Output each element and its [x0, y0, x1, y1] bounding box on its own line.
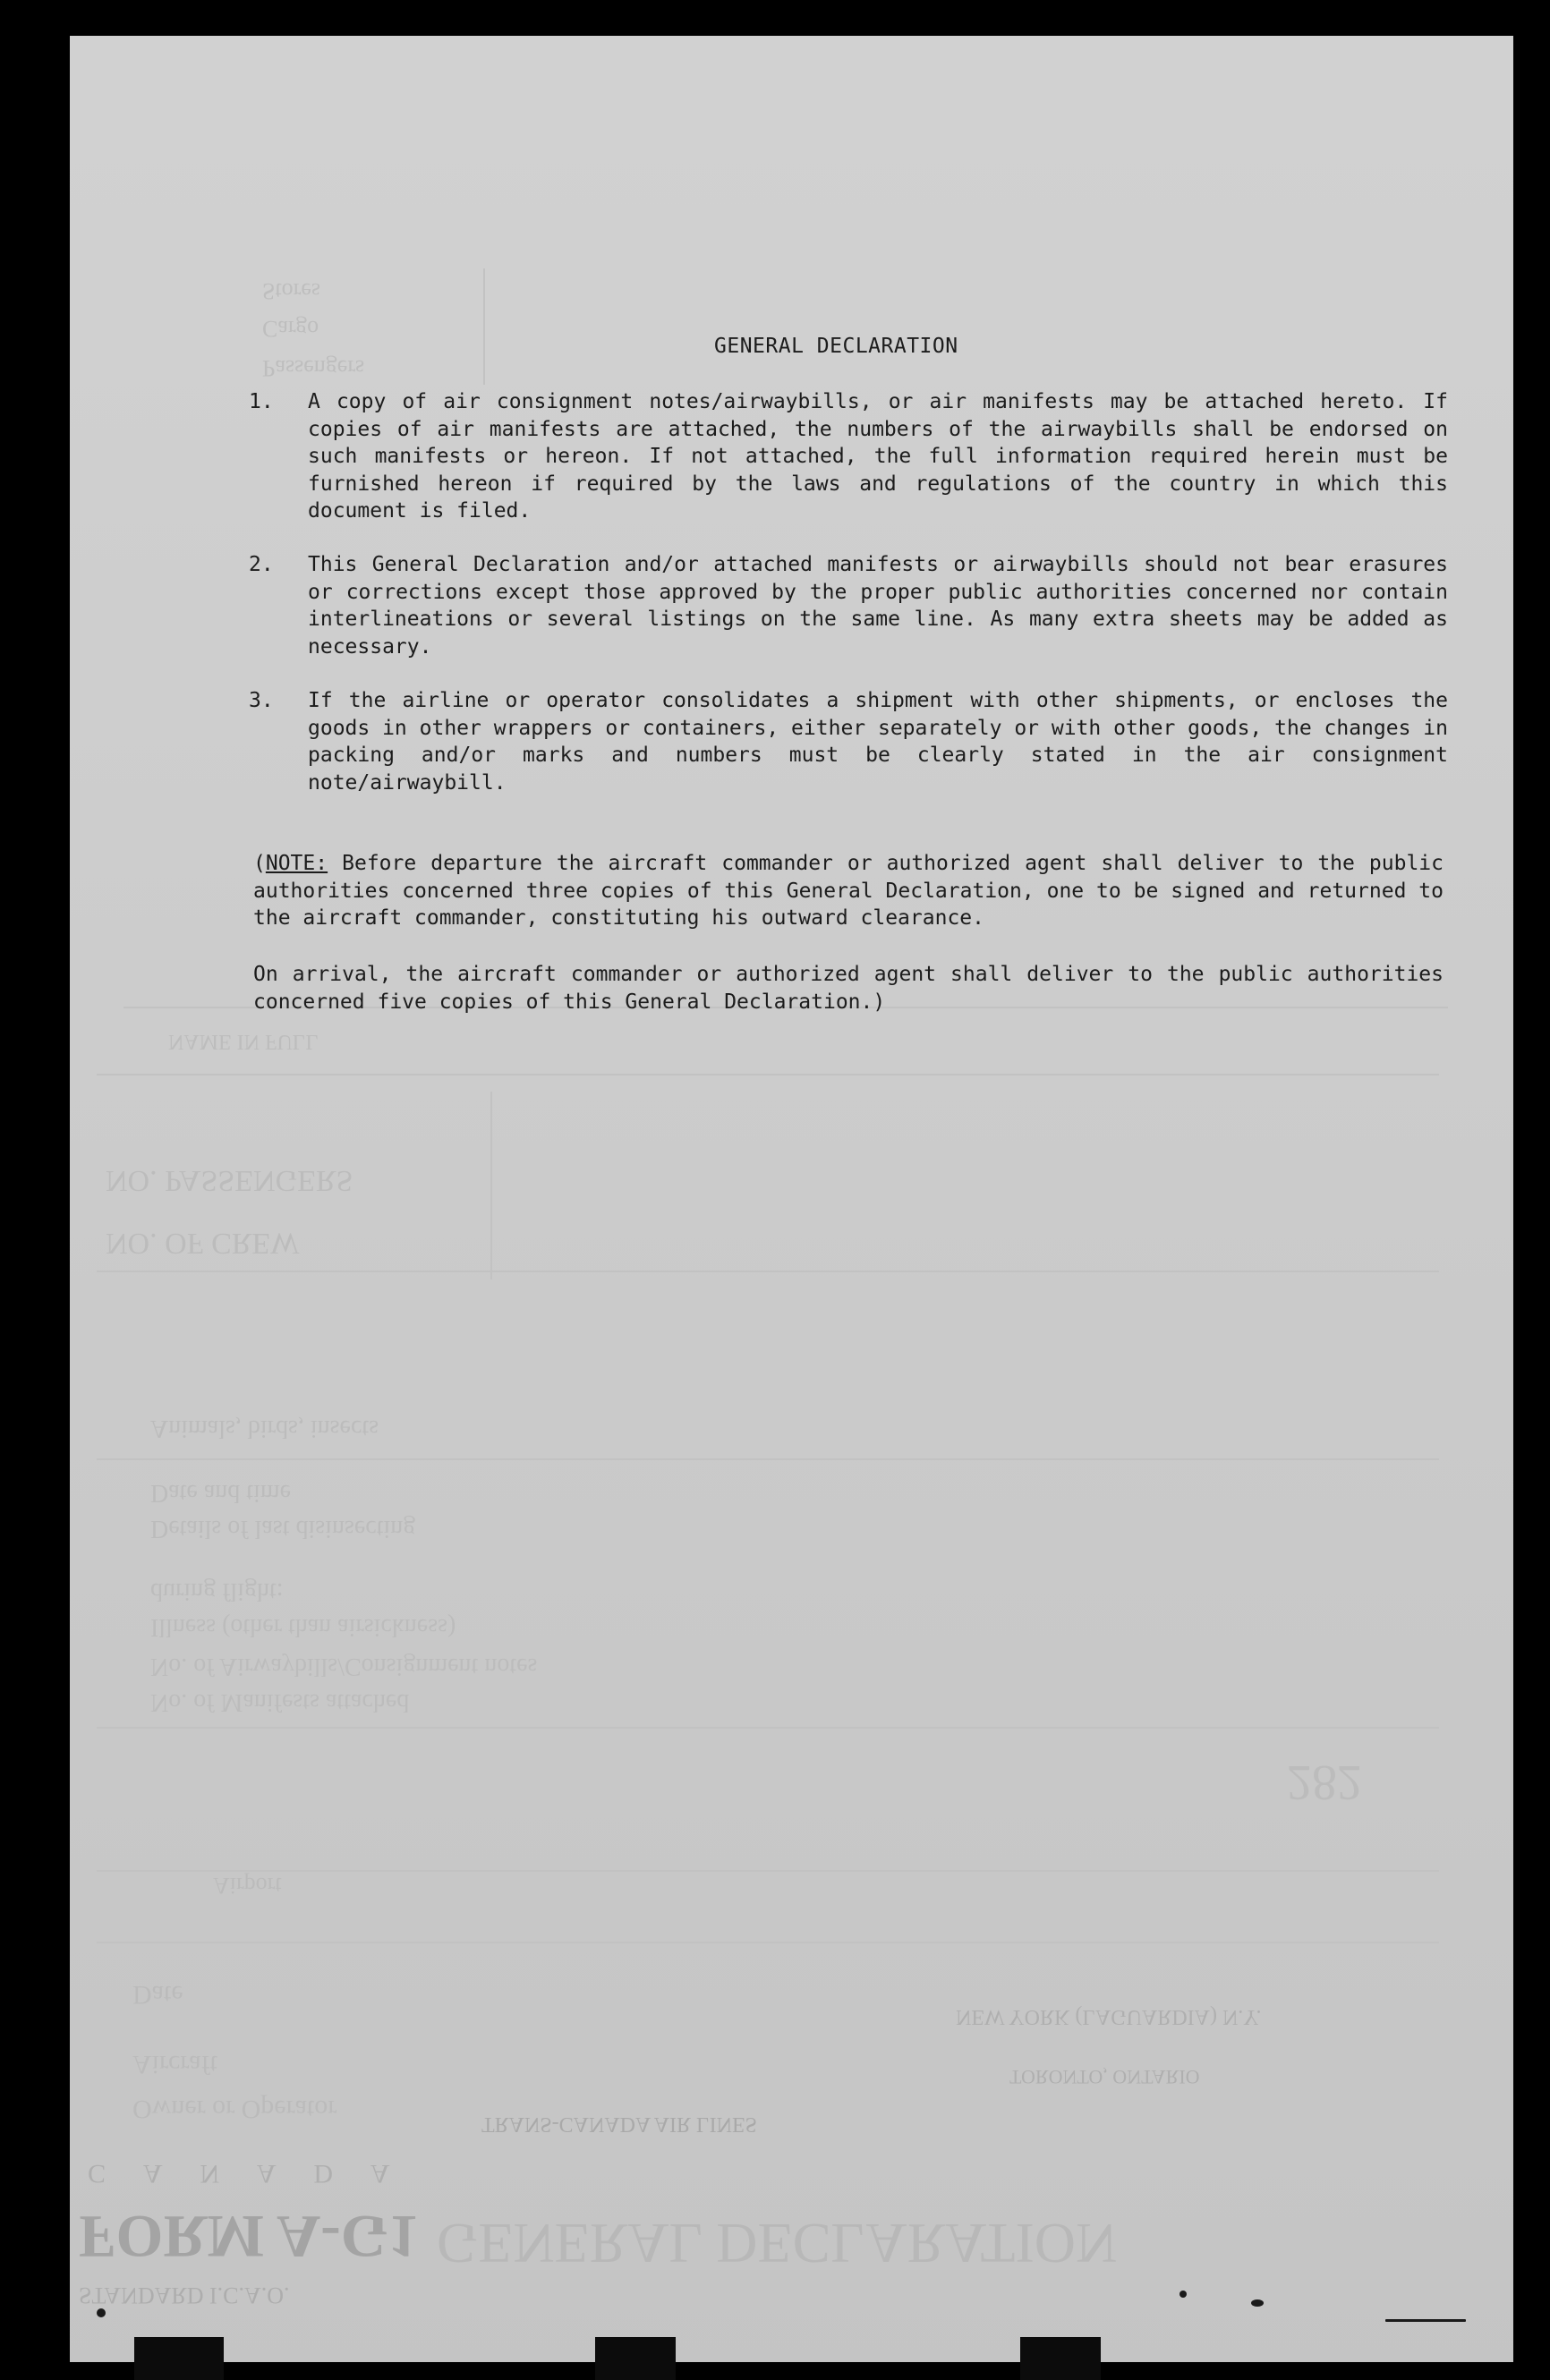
- bleed-through-animals-label: Animals, birds, insects: [150, 1415, 379, 1442]
- bleed-through-date-label: Date: [132, 1980, 183, 2010]
- page-title: GENERAL DECLARATION: [714, 335, 958, 358]
- bleed-through-airport-label: Airport: [213, 1873, 282, 1899]
- paragraph-number: 3.: [249, 689, 274, 712]
- bleed-through-city-1: NEW YORK (LAGUARDIA) N.Y.: [956, 2005, 1262, 2028]
- binding-tab: [134, 2337, 224, 2380]
- bleed-through-cargo-label: Cargo: [262, 316, 319, 342]
- bleed-through-aircraft-label: Aircraft: [132, 2050, 217, 2079]
- bleed-through-during-flight-label: during flight:: [150, 1577, 284, 1605]
- paragraph-1: [249, 388, 1448, 525]
- bleed-through-illness-label: Illness (other than airsickness): [150, 1613, 456, 1641]
- bleed-through-date-time-label: Date and time: [150, 1479, 292, 1507]
- binding-tab: [1020, 2337, 1101, 2380]
- bleed-through-standard: STANDARD I.C.A.O.: [79, 2282, 290, 2308]
- bleed-through-city-2: TORONTO, ONTARIO: [1009, 2066, 1200, 2088]
- bleed-through-operator-label: Owner or Operator: [132, 2095, 337, 2124]
- arrival-paragraph: On arrival, the aircraft commander or authorized agent shall deliver to the public authorities concerned five copies of this General Declaration.): [253, 963, 1444, 1014]
- bleed-through-heading: GENERAL DECLARATION: [437, 2212, 1118, 2275]
- binding-tab: [595, 2337, 676, 2380]
- bleed-through-manifests-label: No. of Manifests attached: [150, 1688, 410, 1716]
- scan-speck: [1385, 2319, 1466, 2322]
- note-label: NOTE:: [265, 852, 328, 875]
- bleed-through-carrier: TRANS-CANADA AIR LINES: [481, 2112, 758, 2136]
- paragraph-number: 1.: [249, 390, 274, 413]
- bleed-through-stores-label: Stores: [262, 278, 320, 304]
- bleed-through-passengers-count: NO. PASSENGERS: [106, 1164, 353, 1197]
- bleed-through-name-label: NAME IN FULL: [168, 1030, 319, 1053]
- paragraph-text: A copy of air consignment notes/airwaybills, or air manifests may be attached hereto. If copies of air manifests are attached, the numbers of the airwaybills shall be endorsed on such manifests or hereon. If not attached, the full information required herein must be furnished hereon if required by the laws and regulations of the country in which this document is filed.: [308, 390, 1448, 523]
- bleed-through-crew-count: NO. OF CREW: [106, 1227, 300, 1260]
- bleed-through-disinsecting-label: Details of last disinsecting: [150, 1515, 416, 1543]
- paragraph-number: 2.: [249, 553, 274, 576]
- bleed-through-airwaybills-label: No. of Airwaybills/Consignment notes: [150, 1653, 538, 1680]
- note-open-paren: (: [253, 852, 266, 875]
- paragraph-text: If the airline or operator consolidates a shipment with other shipments, or encloses the goods in other wrappers or containers, either separately or with other goods, the changes in packing and/or marks and numbers must be clearly stated in the air consignment note/airwaybill.: [308, 689, 1448, 795]
- scan-speck: [1180, 2291, 1187, 2298]
- note-text: Before departure the aircraft commander or authorized agent shall deliver to the public authorities concerned three copies of this General Declaration, one to be signed and returned to the aircraft commander, constituting his outward clearance.: [253, 852, 1444, 930]
- paragraph-text: This General Declaration and/or attached manifests or airwaybills should not bear erasures or corrections except those approved by the proper public authorities concerned nor contain interlineations or several listings on the same line. As many extra sheets may be added as necessary.: [308, 553, 1448, 659]
- bleed-through-passengers-label: Passengers: [262, 355, 365, 381]
- scan-speck: [1251, 2299, 1264, 2307]
- bleed-through-count: 282: [1287, 1755, 1362, 1810]
- scan-speck: [97, 2308, 106, 2317]
- note-paragraph: [253, 850, 1444, 932]
- paragraph-3: [249, 687, 1448, 796]
- paragraph-2: [249, 551, 1448, 660]
- bleed-through-form-number: FORM A-G1: [79, 2203, 419, 2271]
- document-page: [70, 36, 1513, 2362]
- bleed-through-country: C A N A D A: [88, 2159, 406, 2189]
